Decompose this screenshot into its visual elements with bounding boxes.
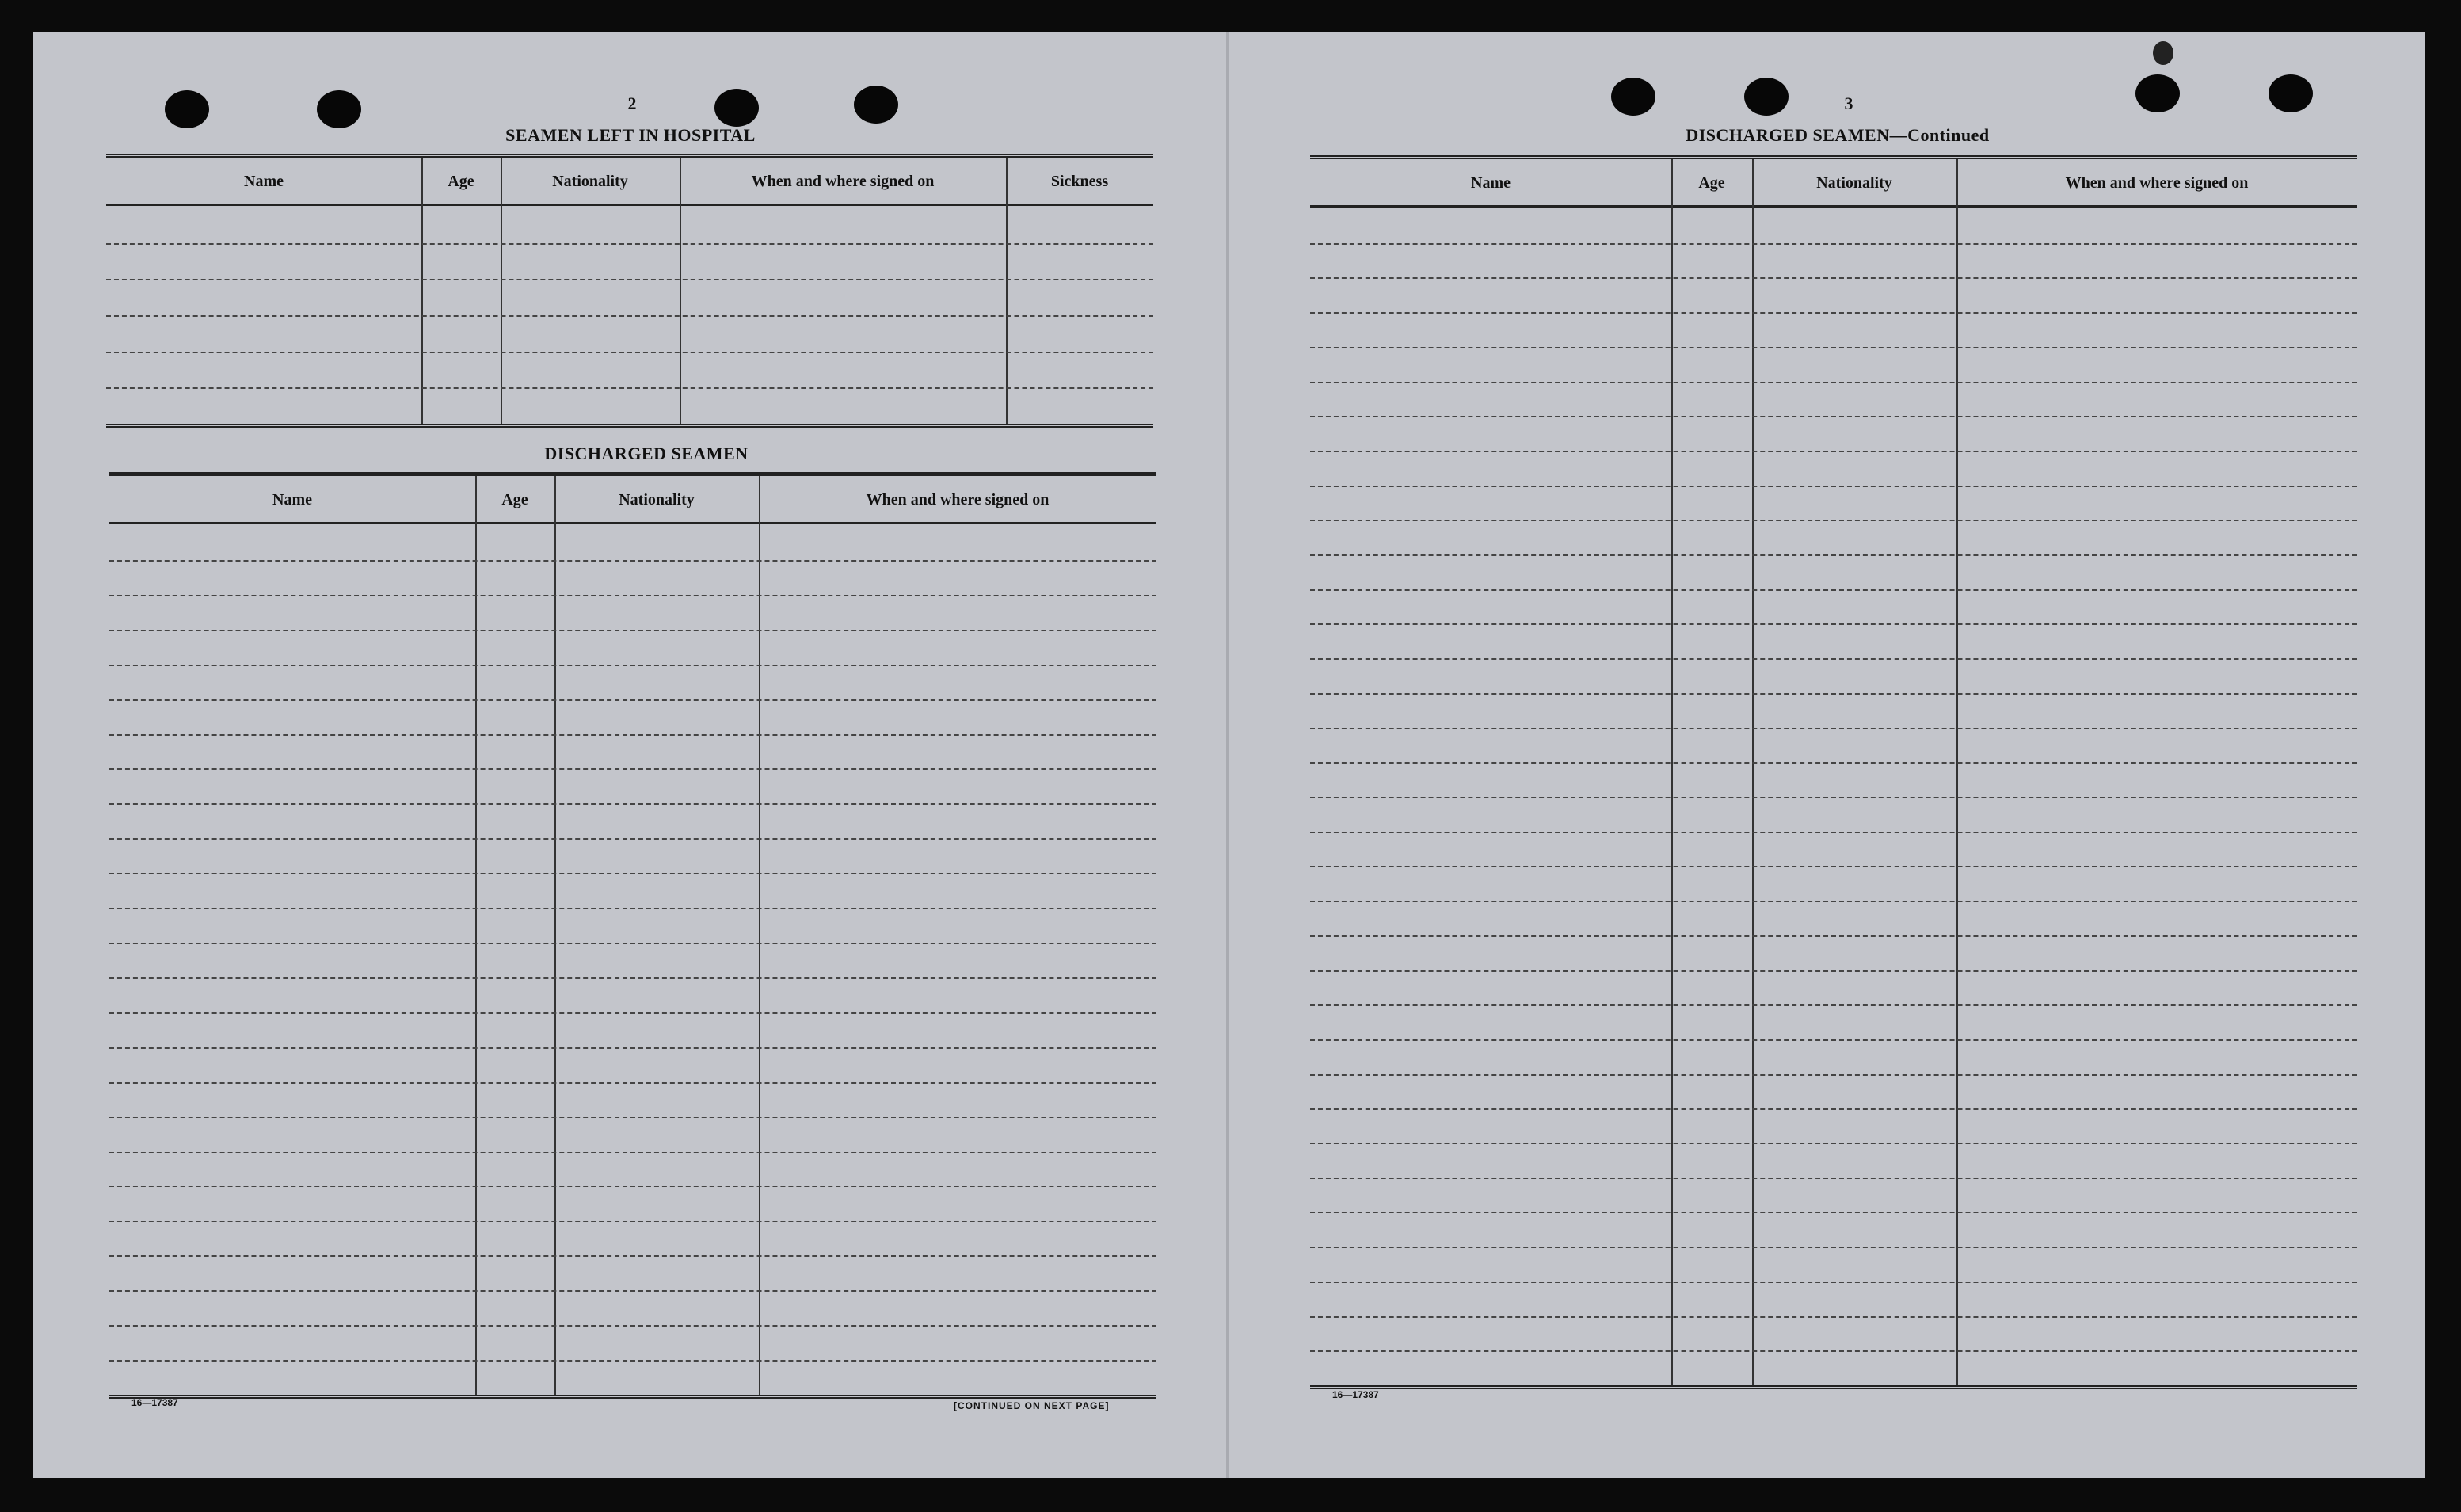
- blank-table-row: [106, 352, 1153, 353]
- punch-hole: [317, 90, 361, 128]
- blank-table-row: [1310, 312, 2357, 314]
- punch-hole: [2135, 74, 2180, 112]
- blank-table-row: [1310, 277, 2357, 279]
- blank-table-row: [1310, 1350, 2357, 1352]
- blank-table-row: [1310, 554, 2357, 556]
- blank-table-row: [1310, 1143, 2357, 1144]
- blank-table-row: [1310, 1039, 2357, 1041]
- blank-table-row: [109, 1082, 1156, 1084]
- blank-table-row: [109, 803, 1156, 805]
- blank-table-row: [1310, 1316, 2357, 1318]
- blank-table-row: [1310, 728, 2357, 729]
- hospital-table-header: [106, 158, 1153, 206]
- ink-smudge: [2153, 41, 2173, 65]
- blank-table-row: [109, 665, 1156, 666]
- page-number-left: 2: [627, 93, 637, 113]
- blank-table-row: [1310, 1004, 2357, 1006]
- blank-table-row: [1310, 1247, 2357, 1248]
- blank-table-row: [1310, 486, 2357, 487]
- blank-table-row: [109, 1290, 1156, 1292]
- discharged-continued-title: [1576, 125, 2099, 146]
- blank-table-row: [109, 1221, 1156, 1222]
- discharged-continued-table-header: [1310, 159, 2357, 208]
- blank-table-row: [109, 943, 1156, 944]
- column-header-name: Name: [1471, 174, 1511, 192]
- discharged-table-header: [109, 476, 1156, 524]
- blank-table-row: [1310, 693, 2357, 695]
- blank-table-row: [109, 873, 1156, 874]
- blank-table-row: [109, 1325, 1156, 1327]
- form-number-left: 16—17387: [131, 1397, 178, 1408]
- blank-table-row: [1310, 1074, 2357, 1076]
- column-header-sickness: Sickness: [1050, 173, 1109, 190]
- blank-table-row: [1310, 901, 2357, 902]
- blank-table-row: [106, 315, 1153, 317]
- discharged-table: [109, 472, 1156, 1399]
- punch-hole: [2269, 74, 2313, 112]
- blank-table-row: [1310, 1282, 2357, 1283]
- column-header-age: Age: [448, 173, 474, 190]
- column-header-nationality: Nationality: [1816, 174, 1892, 192]
- blank-table-row: [1310, 658, 2357, 660]
- discharged-section-title: DISCHARGED SEAMEN: [544, 444, 749, 463]
- blank-table-row: [109, 1186, 1156, 1187]
- blank-table-row: [1310, 589, 2357, 591]
- blank-table-row: [1310, 1178, 2357, 1179]
- blank-table-row: [1310, 935, 2357, 937]
- blank-table-row: [1310, 347, 2357, 348]
- blank-table-row: [109, 1360, 1156, 1362]
- blank-table-row: [109, 734, 1156, 736]
- blank-table-row: [1310, 382, 2357, 383]
- form-number-right: 16—17387: [1332, 1389, 1379, 1400]
- blank-table-row: [109, 1117, 1156, 1118]
- blank-table-row: [109, 977, 1156, 979]
- column-header-signed-on: When and where signed on: [2065, 174, 2249, 192]
- punch-hole: [1611, 78, 1655, 116]
- discharged-continued-table-rows: [1310, 208, 2357, 1385]
- blank-table-row: [1310, 866, 2357, 867]
- column-header-signed-on: When and where signed on: [866, 491, 1050, 508]
- blank-table-row: [109, 908, 1156, 909]
- blank-table-row: [106, 243, 1153, 245]
- discharged-table-rows: [109, 525, 1156, 1395]
- column-header-age: Age: [1698, 174, 1725, 192]
- column-header-age: Age: [501, 491, 528, 508]
- punch-hole: [1744, 78, 1789, 116]
- blank-table-row: [1310, 762, 2357, 764]
- blank-table-row: [109, 1047, 1156, 1049]
- blank-table-row: [109, 838, 1156, 840]
- blank-table-row: [1310, 1212, 2357, 1213]
- hospital-table: [106, 154, 1153, 428]
- continued-note: [CONTINUED ON NEXT PAGE]: [954, 1400, 1110, 1411]
- column-header-nationality: Nationality: [619, 491, 695, 508]
- blank-table-row: [109, 768, 1156, 770]
- blank-table-row: [109, 1012, 1156, 1014]
- punch-hole: [714, 89, 759, 127]
- blank-table-row: [109, 1152, 1156, 1153]
- discharged-continued-title-main: DISCHARGED SEAMEN: [1686, 125, 1890, 145]
- blank-table-row: [1310, 416, 2357, 417]
- continued-suffix: —Continued: [1889, 125, 1990, 145]
- column-header-nationality: Nationality: [552, 173, 628, 190]
- hospital-section-title: SEAMEN LEFT IN HOSPITAL: [505, 125, 756, 145]
- blank-table-row: [1310, 520, 2357, 521]
- blank-table-row: [1310, 243, 2357, 245]
- blank-table-row: [1310, 832, 2357, 833]
- blank-table-row: [1310, 451, 2357, 452]
- blank-table-row: [1310, 797, 2357, 798]
- blank-table-row: [1310, 970, 2357, 972]
- column-header-name: Name: [244, 173, 284, 190]
- column-header-signed-on: When and where signed on: [751, 173, 935, 190]
- blank-table-row: [109, 630, 1156, 631]
- punch-hole: [165, 90, 209, 128]
- blank-table-row: [109, 699, 1156, 701]
- blank-table-row: [106, 279, 1153, 280]
- blank-table-row: [106, 387, 1153, 389]
- column-header-name: Name: [272, 491, 312, 508]
- page-number-right: 3: [1844, 93, 1853, 113]
- punch-hole: [854, 86, 898, 124]
- page-fold: [1226, 32, 1229, 1478]
- blank-table-row: [109, 1255, 1156, 1257]
- blank-table-row: [109, 560, 1156, 562]
- blank-table-row: [1310, 623, 2357, 625]
- blank-table-row: [1310, 1108, 2357, 1110]
- discharged-continued-table: [1310, 155, 2357, 1389]
- hospital-table-rows: [106, 207, 1153, 424]
- blank-table-row: [109, 595, 1156, 596]
